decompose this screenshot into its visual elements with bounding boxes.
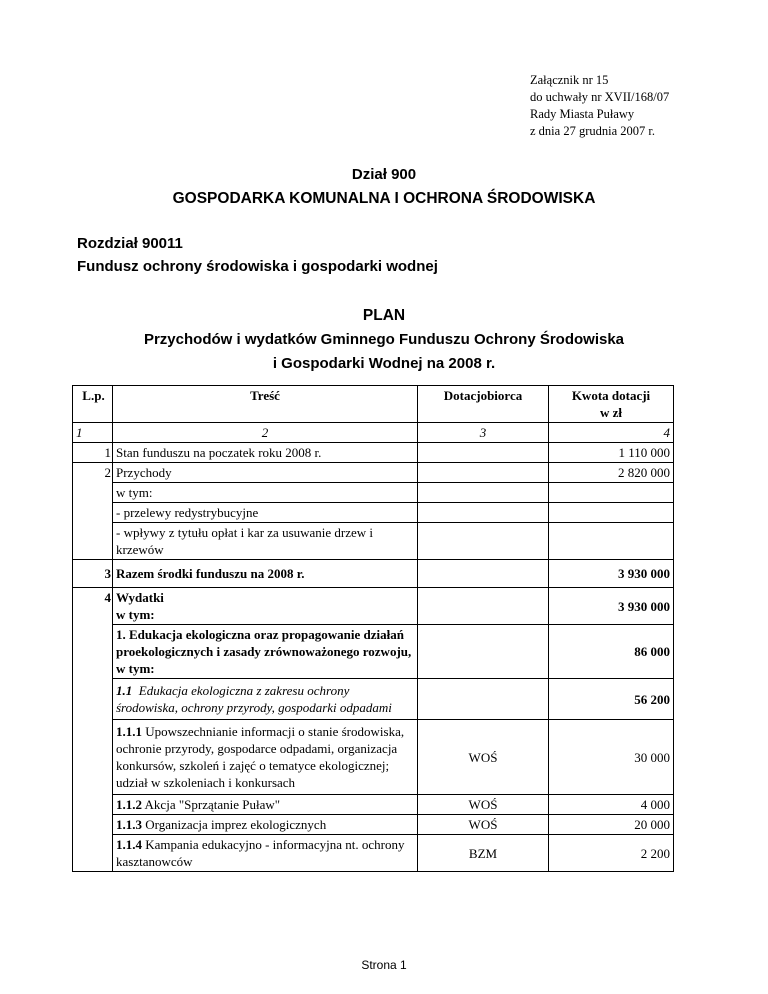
col-number: 3	[418, 423, 549, 443]
plan-table	[72, 385, 674, 872]
row-recipient	[418, 523, 549, 560]
row-recipient	[418, 625, 549, 679]
row-recipient	[418, 679, 549, 720]
annex-line: Załącznik nr 15	[530, 73, 609, 87]
plan-title: PLAN	[362, 307, 406, 324]
row-recipient: WOŚ	[418, 720, 549, 795]
row-text-content: Upowszechnianie informacji o stanie środowiska, ochronie przyrody, gospodarce odpadami, organizacja konkursów, szkoleń i zajęć o tematyce ekologicznej; udział w szkoleniach i konkursach	[116, 724, 405, 790]
annex-line: Rady Miasta Puławy	[530, 107, 635, 121]
chapter-name: Fundusz ochrony środowiska i gospodarki wodnej	[77, 258, 438, 275]
row-number: 1.1.4	[116, 837, 142, 852]
row-amount: 3 930 000	[549, 560, 674, 588]
row-text	[113, 720, 418, 795]
row-recipient: WOŚ	[418, 815, 549, 835]
row-recipient: BZM	[418, 835, 549, 872]
table-row	[73, 815, 674, 835]
col-header-dotacjobiorca: Dotacjobiorca	[418, 386, 549, 423]
table-row	[73, 795, 674, 815]
row-text	[113, 588, 418, 625]
table-row	[73, 483, 674, 503]
col-header-kwota-line2: w zł	[599, 405, 623, 420]
table-row	[73, 625, 674, 679]
row-lp	[73, 795, 113, 815]
chapter-title: Rozdział 90011	[77, 235, 183, 252]
row-text-line: w tym:	[116, 607, 155, 622]
row-recipient	[418, 503, 549, 523]
table-row	[73, 443, 674, 463]
col-header-lp: L.p.	[73, 386, 113, 423]
column-number-row	[73, 423, 674, 443]
table-row	[73, 503, 674, 523]
row-recipient	[418, 463, 549, 483]
row-text: - przelewy redystrybucyjne	[113, 503, 418, 523]
row-lp	[73, 503, 113, 523]
row-text-content: Organizacja imprez ekologicznych	[145, 817, 327, 832]
row-amount: 86 000	[549, 625, 674, 679]
row-lp	[73, 483, 113, 503]
row-lp	[73, 625, 113, 679]
row-text: Stan funduszu na poczatek roku 2008 r.	[113, 443, 418, 463]
table-row	[73, 588, 674, 625]
table-row	[73, 835, 674, 872]
row-text	[113, 835, 418, 872]
row-lp: 2	[73, 463, 113, 483]
col-number: 1	[73, 423, 113, 443]
table-row	[73, 679, 674, 720]
row-recipient: WOŚ	[418, 795, 549, 815]
row-text-line: Wydatki	[116, 590, 164, 605]
row-amount: 2 200	[549, 835, 674, 872]
row-text-content: Edukacja ekologiczna z zakresu ochrony środowiska, ochrony przyrody, gospodarki odpadami	[116, 683, 392, 715]
col-header-kwota-line1: Kwota dotacji	[571, 388, 651, 403]
row-amount	[549, 503, 674, 523]
row-amount: 3 930 000	[549, 588, 674, 625]
row-amount: 56 200	[549, 679, 674, 720]
row-lp	[73, 720, 113, 795]
row-text-content: Kampania edukacyjno - informacyjna nt. ochrony kasztanowców	[116, 837, 405, 869]
row-lp	[73, 679, 113, 720]
row-amount: 20 000	[549, 815, 674, 835]
row-text: 1. Edukacja ekologiczna oraz propagowanie działań proekologicznych i zasady zrównoważonego rozwoju, w tym:	[113, 625, 418, 679]
row-text	[113, 679, 418, 720]
section-name: GOSPODARKA KOMUNALNA I OCHRONA ŚRODOWISKA	[172, 190, 596, 207]
row-text-content: Akcja "Sprzątanie Puław"	[144, 797, 281, 812]
row-amount	[549, 483, 674, 503]
row-amount: 1 110 000	[549, 443, 674, 463]
row-text	[113, 795, 418, 815]
annex-line: do uchwały nr XVII/168/07	[530, 90, 670, 104]
row-lp	[73, 835, 113, 872]
table-header-row	[73, 386, 674, 423]
table-row	[73, 523, 674, 560]
plan-subtitle-line1: Przychodów i wydatków Gminnego Funduszu Ochrony Środowiska	[143, 331, 625, 348]
row-amount: 30 000	[549, 720, 674, 795]
annex-note	[530, 72, 669, 140]
row-recipient	[418, 443, 549, 463]
row-number: 1.1	[116, 683, 133, 698]
col-header-kwota	[549, 386, 674, 423]
row-number: 1.1.3	[116, 817, 142, 832]
row-lp: 4	[73, 588, 113, 625]
section-title: Dział 900	[351, 166, 417, 183]
row-number: 1.1.2	[116, 797, 142, 812]
row-lp: 1	[73, 443, 113, 463]
row-amount: 4 000	[549, 795, 674, 815]
table-row	[73, 560, 674, 588]
row-text: Przychody	[113, 463, 418, 483]
table-row	[73, 720, 674, 795]
col-header-tresc: Treść	[113, 386, 418, 423]
row-recipient	[418, 588, 549, 625]
row-text: w tym:	[113, 483, 418, 503]
row-text: - wpływy z tytułu opłat i kar za usuwanie drzew i krzewów	[113, 523, 418, 560]
row-lp	[73, 523, 113, 560]
row-number: 1.1.1	[116, 724, 142, 739]
annex-line: z dnia 27 grudnia 2007 r.	[530, 124, 655, 138]
row-amount	[549, 523, 674, 560]
row-lp: 3	[73, 560, 113, 588]
col-number: 4	[549, 423, 674, 443]
row-text	[113, 815, 418, 835]
row-recipient	[418, 483, 549, 503]
row-amount: 2 820 000	[549, 463, 674, 483]
row-text: Razem środki funduszu na 2008 r.	[113, 560, 418, 588]
plan-subtitle-line2: i Gospodarki Wodnej na 2008 r.	[272, 355, 496, 372]
row-recipient	[418, 560, 549, 588]
page-footer: Strona 1	[361, 958, 407, 972]
col-number: 2	[113, 423, 418, 443]
table-row	[73, 463, 674, 483]
row-lp	[73, 815, 113, 835]
